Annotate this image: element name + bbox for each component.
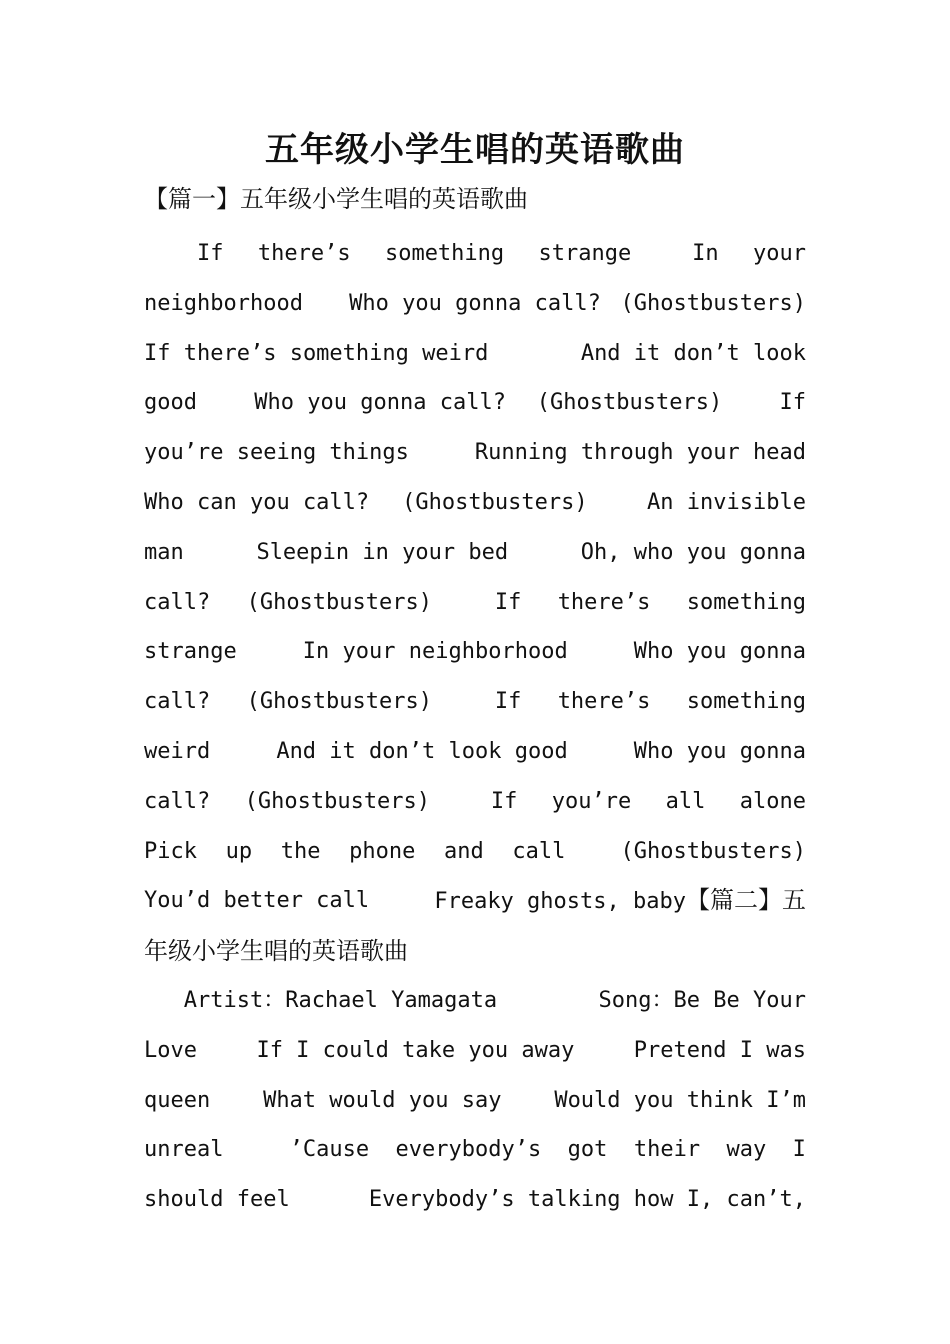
text-segment: neighborhood <box>144 290 303 316</box>
text-segment: Everybody’s talking how I, can’t, <box>342 1187 806 1213</box>
text-segment: something <box>686 689 806 715</box>
text-segment: all <box>665 788 706 814</box>
text-segment: (Ghostbusters) <box>620 290 806 316</box>
text-segment: If <box>464 788 518 814</box>
text-segment: call <box>512 838 566 864</box>
text-segment: call? <box>144 788 211 814</box>
text-segment: If <box>468 689 522 715</box>
text-line <box>144 627 806 677</box>
text-segment: strange <box>538 241 632 266</box>
text-segment: And it don’t look <box>554 340 806 366</box>
text-segment: got <box>567 1137 608 1163</box>
text-segment: Song：Be Be Your <box>572 988 806 1013</box>
text-segment: Artist：Rachael Yamagata <box>144 988 498 1013</box>
text-line <box>144 1125 806 1175</box>
text-segment: (Ghostbusters) <box>594 838 806 864</box>
text-segment: An invisible <box>620 490 806 515</box>
text-segment: If I could take you away <box>229 1037 575 1063</box>
text-line <box>144 478 806 528</box>
text-segment: the <box>280 838 321 864</box>
text-segment: should feel <box>144 1187 290 1213</box>
text-segment: Pretend I was <box>607 1037 806 1063</box>
text-segment: call? <box>144 589 211 615</box>
text-line <box>144 378 806 428</box>
text-segment: you’re <box>551 788 632 814</box>
text-segment: (Ghostbusters) <box>244 788 431 814</box>
text-segment: In your neighborhood <box>276 639 568 665</box>
text-segment: call? <box>144 689 211 715</box>
text-segment: there’s <box>557 589 651 615</box>
text-segment: 年级小学生唱的英语歌曲 <box>144 937 408 966</box>
text-line <box>144 976 806 1026</box>
document-title: 五年级小学生唱的英语歌曲 <box>265 130 685 170</box>
text-segment: up <box>225 838 253 864</box>
text-segment: Would you think I’m <box>527 1087 806 1113</box>
text-segment: everybody’s <box>395 1137 542 1163</box>
text-segment: man <box>144 539 184 565</box>
text-line <box>144 1026 806 1076</box>
section-heading-2-continuation <box>144 926 806 976</box>
text-segment: If <box>753 390 806 416</box>
text-segment: Who can you call? <box>144 490 370 515</box>
text-line <box>144 827 806 877</box>
text-segment: In <box>665 241 719 266</box>
text-segment: phone <box>349 838 416 864</box>
text-segment: Who you gonna <box>607 739 806 764</box>
text-line <box>144 876 806 926</box>
text-line <box>144 528 806 578</box>
text-segment: If <box>468 589 522 615</box>
text-segment: What would you say <box>236 1087 502 1113</box>
text-line <box>144 677 806 727</box>
text-segment: (Ghostbusters) <box>402 490 588 515</box>
text-segment: alone <box>739 788 806 814</box>
text-segment: Oh, who you gonna <box>554 539 806 565</box>
text-segment: Who you gonna call? <box>322 290 601 316</box>
text-line <box>144 1076 806 1126</box>
text-segment: queen <box>144 1087 211 1113</box>
text-segment: And it don’t look good <box>249 739 568 764</box>
text-segment: weird <box>144 739 211 764</box>
text-line <box>144 229 806 279</box>
section-heading-1: 【篇一】五年级小学生唱的英语歌曲 <box>144 185 528 213</box>
text-line <box>144 279 806 329</box>
text-segment: Who you gonna call? <box>227 390 506 416</box>
text-segment: something <box>384 241 505 266</box>
text-line <box>144 428 806 478</box>
text-segment: you’re seeing things <box>144 440 409 466</box>
text-line <box>144 777 806 827</box>
text-line <box>144 727 806 777</box>
text-segment: and <box>444 838 484 864</box>
text-segment: your <box>753 241 806 266</box>
text-segment: Love <box>144 1037 197 1063</box>
text-segment: there’s <box>557 689 651 715</box>
text-segment: something <box>686 589 806 615</box>
text-segment: their <box>633 1137 701 1163</box>
text-segment: Freaky ghosts, baby【篇二】五 <box>407 886 806 915</box>
text-segment: way <box>726 1137 767 1163</box>
text-segment: Pick <box>144 838 197 864</box>
text-segment: (Ghostbusters) <box>246 689 433 715</box>
text-segment: You’d better call <box>144 888 370 914</box>
text-segment: (Ghostbusters) <box>536 390 723 416</box>
text-segment: If there’s something weird <box>144 340 489 366</box>
text-segment: there’s <box>257 241 351 266</box>
text-segment: Sleepin in your bed <box>229 539 509 565</box>
text-segment: good <box>144 390 197 416</box>
text-segment: (Ghostbusters) <box>246 589 433 615</box>
text-segment: I <box>792 1137 806 1163</box>
text-line <box>144 1175 806 1225</box>
text-line <box>144 329 806 379</box>
text-segment: Who you gonna <box>607 639 806 665</box>
text-line <box>144 578 806 628</box>
text-segment: unreal <box>144 1137 224 1163</box>
text-segment: Running through your head <box>448 440 806 466</box>
text-segment: ’Cause <box>249 1137 370 1163</box>
text-segment: strange <box>144 639 237 665</box>
text-segment: If <box>144 241 224 266</box>
